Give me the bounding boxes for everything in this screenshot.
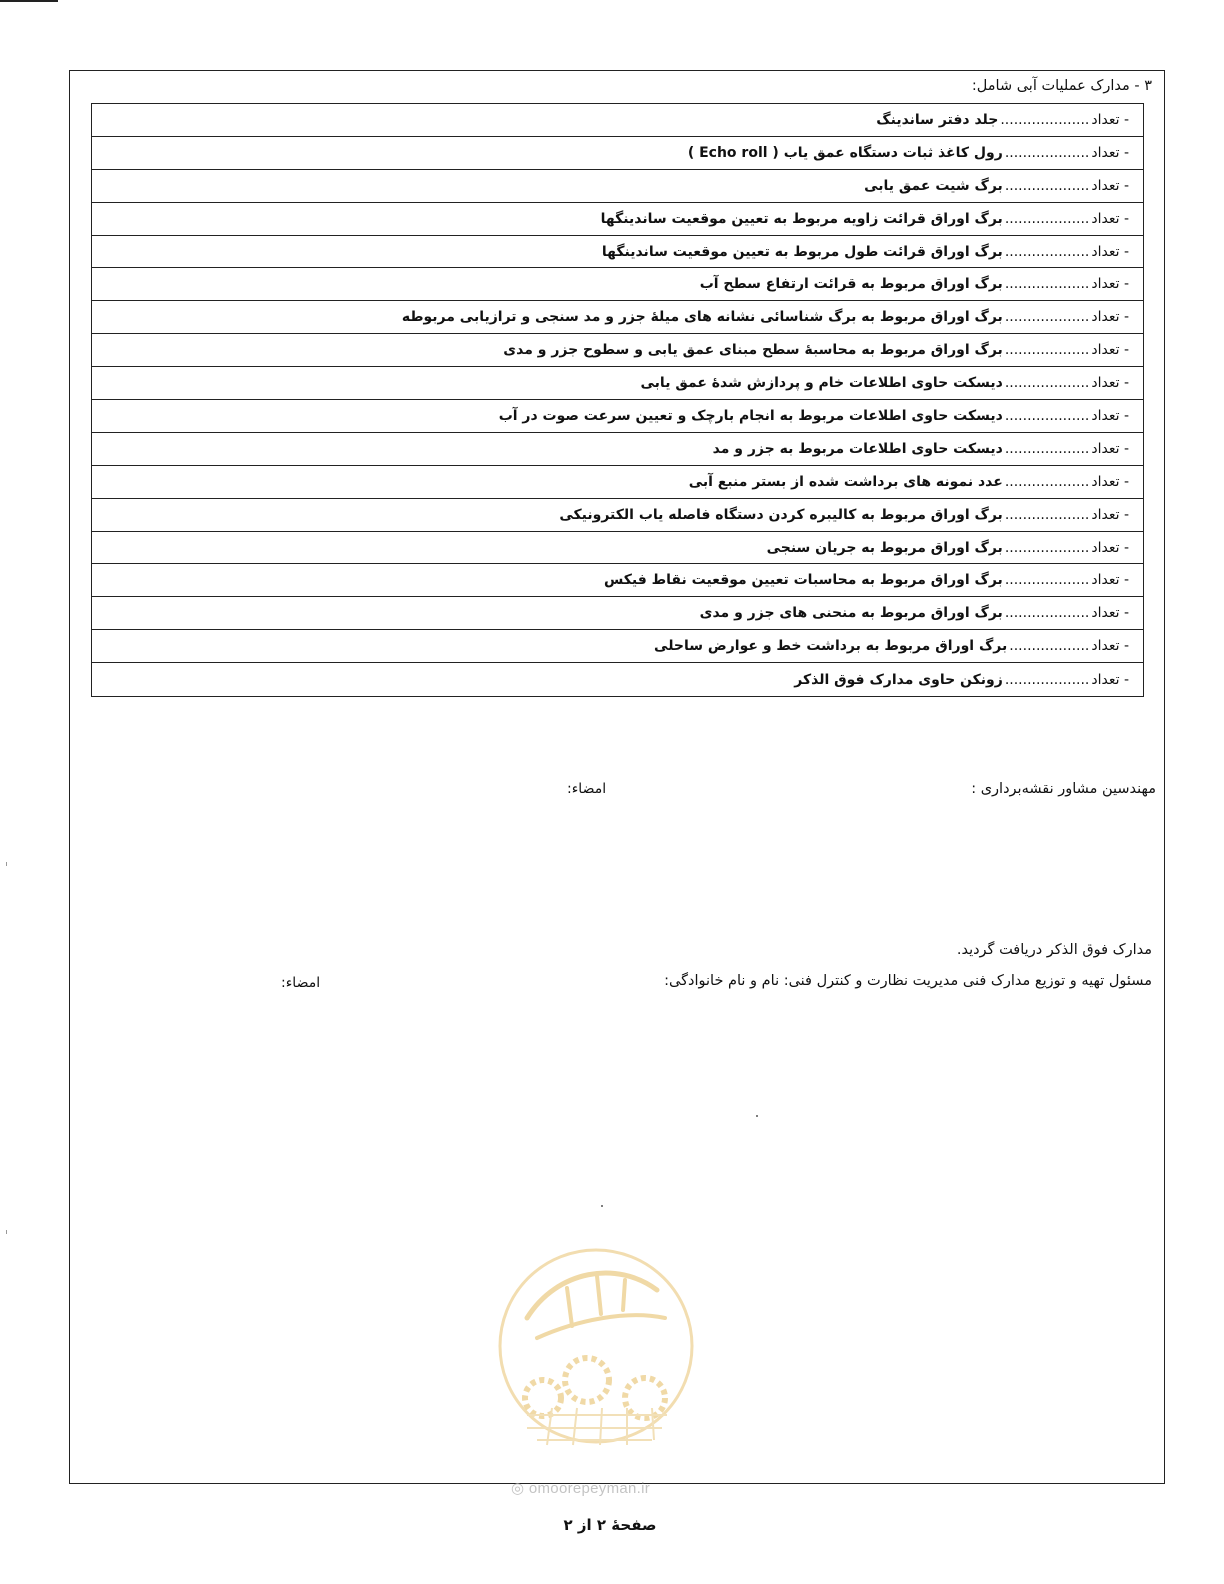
item-description: برگ اوراق مربوط به منحنی های جزر و مدی	[699, 605, 1003, 622]
table-row	[92, 532, 1143, 565]
table-row	[92, 203, 1143, 236]
count-label: - تعداد	[1091, 506, 1129, 523]
table-row	[92, 268, 1143, 301]
count-blank: ..................	[1009, 638, 1090, 655]
company-seal-stamp	[497, 1240, 695, 1450]
count-blank: ...................	[1004, 473, 1090, 490]
count-label: - تعداد	[1091, 309, 1129, 326]
table-row	[92, 170, 1143, 203]
table-row	[92, 334, 1143, 367]
item-description: برگ اوراق قرائت زاویه مربوط به تعیین موقعیت ساندینگها	[600, 210, 1003, 227]
count-label: - تعداد	[1091, 243, 1129, 260]
count-label: - تعداد	[1091, 671, 1129, 688]
item-description: برگ اوراق مربوط به برداشت خط و عوارض ساحلی	[654, 638, 1008, 655]
table-row	[92, 499, 1143, 532]
item-description: جلد دفتر ساندینگ	[876, 111, 999, 128]
table-row	[92, 367, 1143, 400]
corner-scan-mark	[0, 0, 58, 2]
consultant-signature-label: امضاء:	[567, 781, 607, 797]
count-label: - تعداد	[1091, 210, 1129, 227]
documents-table	[91, 103, 1144, 697]
table-row	[92, 597, 1143, 630]
count-blank: ...................	[1004, 177, 1090, 194]
item-description: دیسکت حاوی اطلاعات مربوط به جزر و مد	[712, 440, 1003, 457]
count-blank: ...................	[1004, 375, 1090, 392]
item-description: برگ شیت عمق یابی	[864, 177, 1003, 194]
item-description: دیسکت حاوی اطلاعات مربوط به انجام بارچک و تعیین سرعت صوت در آب	[498, 407, 1003, 424]
count-label: - تعداد	[1091, 111, 1129, 128]
section-title: ۳ - مدارک عملیات آبی شامل:	[971, 78, 1152, 94]
count-blank: ...................	[1004, 342, 1090, 359]
margin-tick	[6, 862, 7, 866]
count-blank: ...................	[1004, 309, 1090, 326]
count-blank: ...................	[1004, 407, 1090, 424]
table-row	[92, 663, 1143, 696]
item-description: عدد نمونه های برداشت شده از بستر منبع آبی	[688, 473, 1003, 490]
count-label: - تعداد	[1091, 440, 1129, 457]
page-number: صفحهٔ ۲ از ۲	[563, 1516, 657, 1534]
count-label: - تعداد	[1091, 539, 1129, 556]
item-description: برگ اوراق مربوط به قرائت ارتفاع سطح آب	[699, 276, 1003, 293]
stray-dot	[756, 1115, 758, 1117]
count-blank: ...................	[1004, 210, 1090, 227]
count-blank: ...................	[1004, 276, 1090, 293]
watermark-url: ◎ omoorepeyman.ir	[511, 1480, 651, 1497]
count-label: - تعداد	[1091, 375, 1129, 392]
count-label: - تعداد	[1091, 177, 1129, 194]
count-blank: ...................	[1004, 671, 1090, 688]
item-description: برگ اوراق مربوط به محاسبات تعیین موقعیت نقاط فیکس	[603, 572, 1003, 589]
table-row	[92, 400, 1143, 433]
count-label: - تعداد	[1091, 144, 1129, 161]
responsible-signature-label: امضاء:	[281, 975, 321, 991]
item-description: برگ اوراق قرائت طول مربوط به تعیین موقعیت ساندینگها	[601, 243, 1003, 260]
count-label: - تعداد	[1091, 605, 1129, 622]
count-blank: ...................	[1004, 605, 1090, 622]
table-row	[92, 236, 1143, 269]
item-description: برگ اوراق مربوط به جریان سنجی	[766, 539, 1003, 556]
item-description: دیسکت حاوی اطلاعات خام و پردازش شدهٔ عمق یابی	[640, 375, 1003, 392]
count-blank: ....................	[1000, 111, 1090, 128]
count-blank: ...................	[1004, 144, 1090, 161]
table-row	[92, 466, 1143, 499]
item-description: برگ اوراق مربوط به محاسبهٔ سطح مبنای عمق یابی و سطوح جزر و مدی	[503, 342, 1003, 359]
table-row	[92, 301, 1143, 334]
received-line: مدارک فوق الذکر دریافت گردید.	[956, 942, 1152, 958]
responsible-line: مسئول تهیه و توزیع مدارک فنی مدیریت نظارت و کنترل فنی: نام و نام خانوادگی:	[664, 973, 1152, 989]
count-label: - تعداد	[1091, 473, 1129, 490]
count-label: - تعداد	[1091, 407, 1129, 424]
margin-tick	[6, 1230, 7, 1234]
count-blank: ...................	[1004, 539, 1090, 556]
count-blank: ...................	[1004, 506, 1090, 523]
item-description: برگ اوراق مربوط به کالیبره کردن دستگاه فاصله یاب الکترونیکی	[559, 506, 1003, 523]
table-row	[92, 630, 1143, 663]
count-blank: ...................	[1004, 243, 1090, 260]
count-label: - تعداد	[1091, 638, 1129, 655]
table-row	[92, 137, 1143, 170]
item-description: برگ اوراق مربوط به برگ شناسائی نشانه های میلهٔ جزر و مد سنجی و ترازیابی مربوطه	[401, 309, 1003, 326]
count-label: - تعداد	[1091, 342, 1129, 359]
item-description: رول کاغذ ثبات دستگاه عمق یاب ( Echo roll )	[687, 144, 1003, 161]
count-blank: ...................	[1004, 440, 1090, 457]
table-row	[92, 564, 1143, 597]
table-row	[92, 104, 1143, 137]
item-description: زونکن حاوی مدارک فوق الذکر	[794, 671, 1003, 688]
stray-dot	[601, 1205, 603, 1207]
table-row	[92, 433, 1143, 466]
consultant-label: مهندسین مشاور نقشه‌برداری :	[971, 781, 1156, 797]
count-label: - تعداد	[1091, 572, 1129, 589]
count-label: - تعداد	[1091, 276, 1129, 293]
count-blank: ...................	[1004, 572, 1090, 589]
